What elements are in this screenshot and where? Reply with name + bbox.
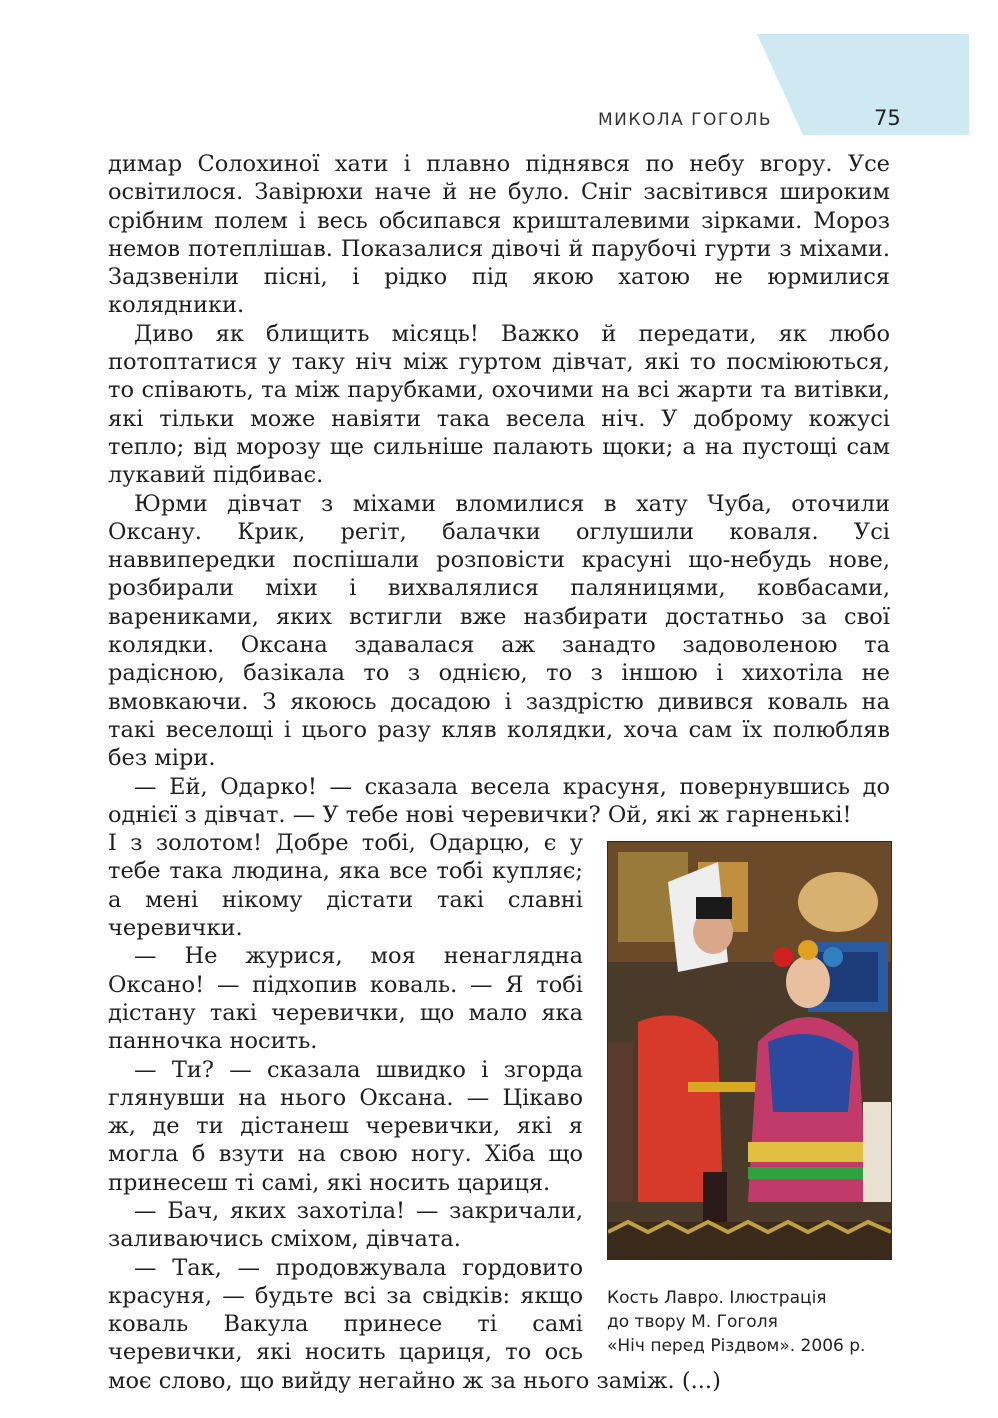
paragraph: — Так, — продовжувала гордовито красуня, — будьте всі за свідків: якщо коваль Вакула принесе ті самі черевички, які носить цариця, то ось моє слово, що вийду негайно ж за нього заміж. (...): [108, 1254, 721, 1394]
caption-line: «Ніч перед Різдвом». 2006 р.: [607, 1336, 866, 1357]
illustration-figure: [607, 841, 890, 1358]
paragraph: — Ти? — сказала швидко і згорда глянувши на нього Оксана. — Цікаво ж, де ти дістанеш черевички, які я могла б взути на свою ногу. Хіба що принесеш ті самі, які носить цариця.: [108, 1056, 583, 1196]
paragraph: димар Солохиної хати і плавно піднявся по небу вгору. Усе освітилося. Завірюхи наче й не було. Сніг засвітився широким срібним полем і весь обсипався кришталевими зірками. Мороз немов потеплішав. Показалися дівочі й парубочі гурти з міхами. Задзвеніли пісні, і рідко під якою хатою не юрмилися колядники.: [108, 151, 890, 319]
paragraph: Диво як блищить місяць! Важко й передати, як любо потоптатися у таку ніч між гуртом дівчат, які то посміюються, то співають, та між парубками, охочими на всі жарти та витівки, які тільки може навіяти така весела ніч. У доброму кожусі тепло; від морозу ще сильніше палають щоки; а на пустощі сам лукавий підбиває.: [108, 320, 890, 489]
paragraph: — Ей, Одарко! — сказала весела красуня, повернувшись до однієї з дівчат. — У тебе нові черевички? Ой, які ж гарненькі!: [108, 773, 890, 828]
caption-line: Кость Лавро. Ілюстрація: [607, 1288, 827, 1309]
illustration-caption: [607, 1286, 908, 1358]
caption-line: до твору М. Гоголя: [607, 1312, 778, 1333]
paragraph: — Бач, яких захотіла! — закричали, заливаючись сміхом, дівчата.: [108, 1197, 583, 1253]
page-number: 75: [874, 106, 901, 130]
running-title: МИКОЛА ГОГОЛЬ: [598, 110, 773, 130]
paragraph: Юрми дівчат з міхами вломилися в хату Чуба, оточили Оксану. Крик, регіт, балачки оглушили коваля. Усі наввипередки поспішали розповісти красуні що-небудь нове, розбирали міхи і вихвалялися паляницями, ковбасами, варениками, яких встигли вже назбирати достатньо за свої колядки. Оксана здавалася аж занадто задоволеною та радісною, базікала то з однією, то з іншою і хихотіла не вмовкаючи. З якоюсь досадою і заздрістю дивився коваль на такі веселощі і цього разу кляв колядки, хоча сам їх полюбляв без міри.: [108, 490, 890, 772]
paragraph: І з золотом! Добре тобі, Одарцю, є у тебе така людина, яка все тобі купляє; а мені нікому дістати такі славні черевички.: [108, 830, 583, 942]
paragraph: — Не журися, моя ненаглядна Оксано! — підхопив коваль. — Я тобі дістану такі черевички, що мало яка панночка носить.: [108, 943, 583, 1055]
body-text: [108, 150, 890, 1395]
illustration-image: [607, 841, 892, 1260]
header-band: [757, 34, 969, 135]
